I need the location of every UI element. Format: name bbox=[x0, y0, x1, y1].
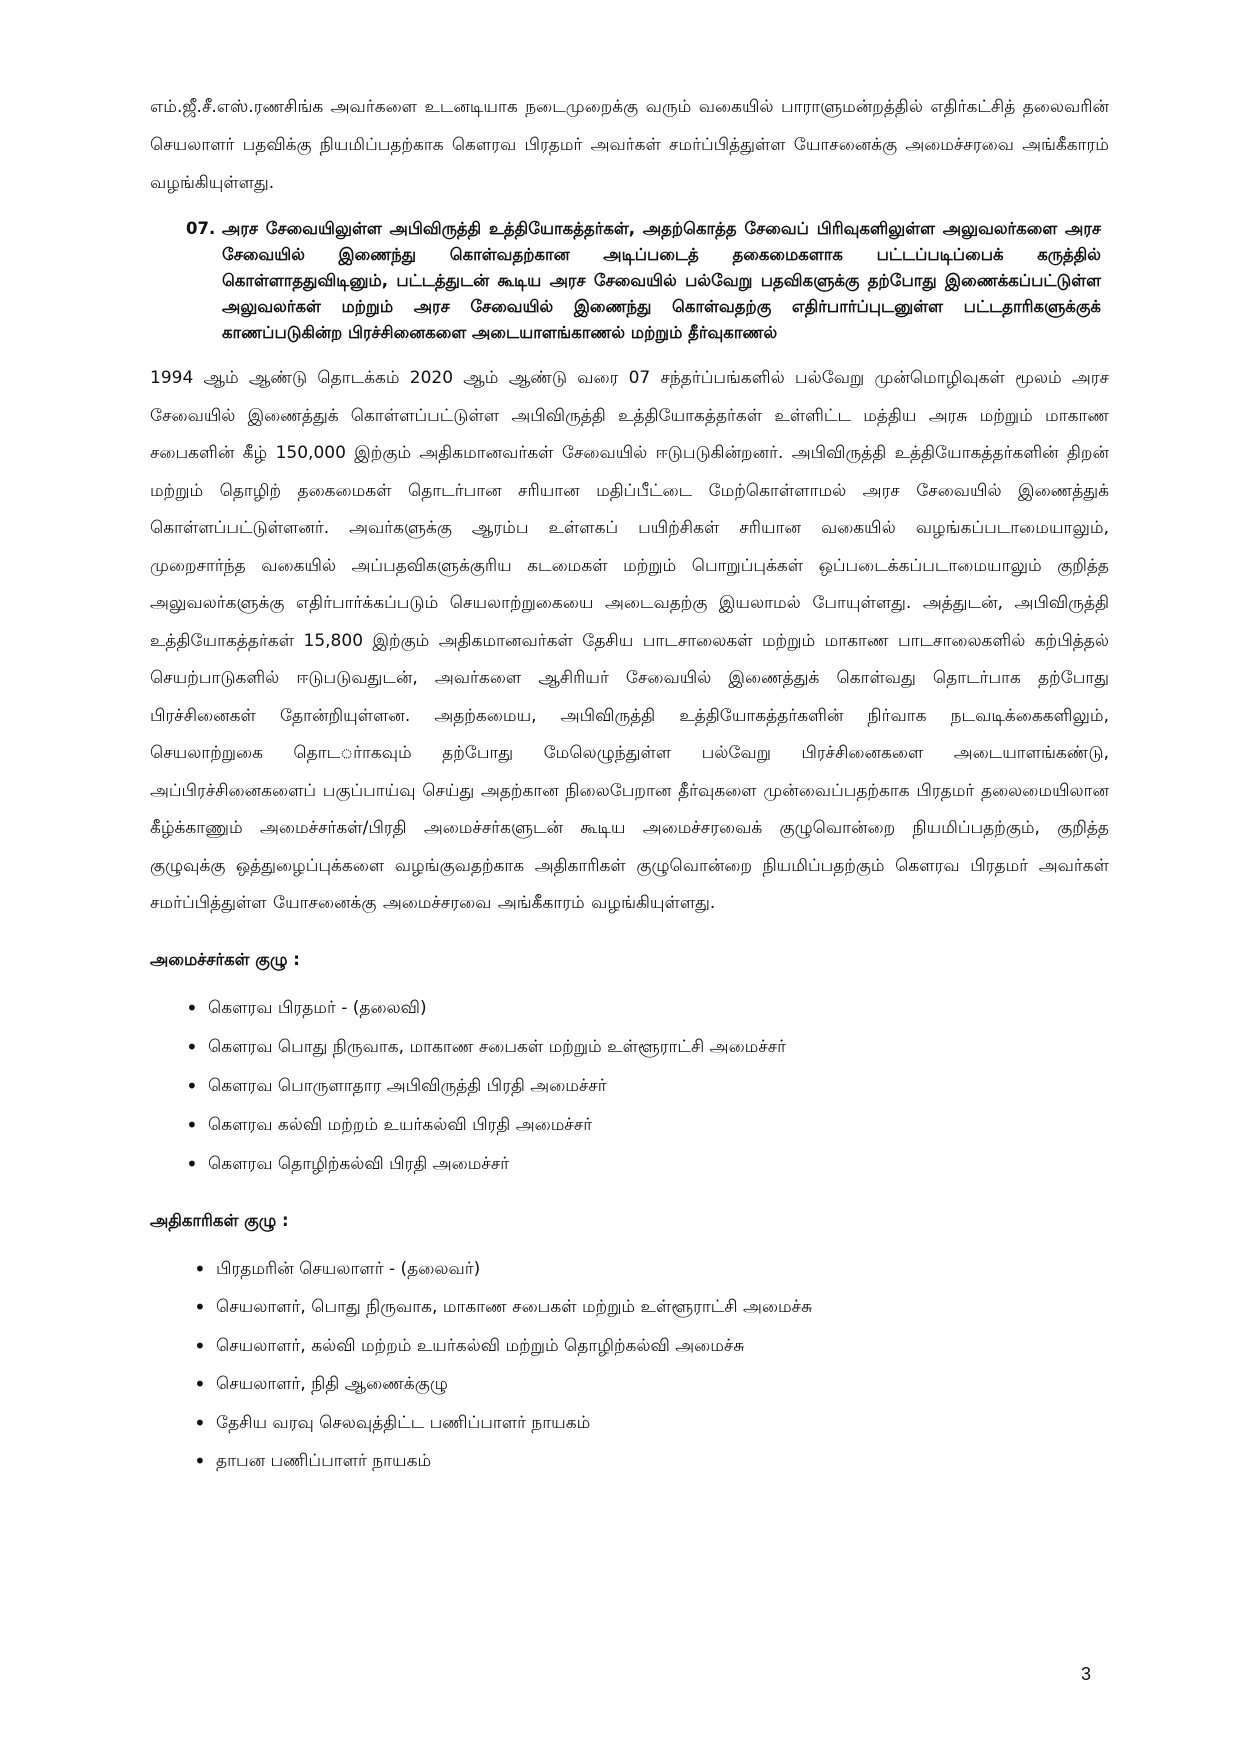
list-item: • தாபன பணிப்பாளர் நாயகம் bbox=[150, 1442, 1109, 1481]
officials-committee-title: அதிகாரிகள் குழு : bbox=[150, 1210, 289, 1230]
section-number: 07. bbox=[186, 219, 216, 238]
list-item: • கௌரவ தொழிற்கல்வி பிரதி அமைச்சர் bbox=[150, 1145, 1109, 1184]
list-item: • தேசிய வரவு செலவுத்திட்ட பணிப்பாளர் நாயகம் bbox=[150, 1404, 1109, 1443]
list-item: • கௌரவ கல்வி மற்றம் உயர்கல்வி பிரதி அமைச்சர் bbox=[150, 1106, 1109, 1145]
officials-committee-list bbox=[150, 1250, 1109, 1481]
list-item: • கௌரவ பிரதமர் - (தலைவி) bbox=[150, 989, 1109, 1028]
list-item: • கௌரவ பொது நிருவாக, மாகாண சபைகள் மற்றும் உள்ளூராட்சி அமைச்சர் bbox=[150, 1028, 1109, 1067]
section-heading bbox=[186, 216, 1109, 346]
page-number: 3 bbox=[1080, 1664, 1091, 1684]
list-item: • பிரதமரின் செயலாளர் - (தலைவர்) bbox=[150, 1250, 1109, 1289]
section-body-paragraph: 1994 ஆம் ஆண்டு தொடக்கம் 2020 ஆம் ஆண்டு வரை 07 சந்தர்ப்பங்களில் பல்வேறு முன்மொழிவுகள் மூலம் அரச சேவையில் இணைத்துக் கொள்ளப்பட்டுள்ள அபிவிருத்தி உத்தியோகத்தர்கள் உள்ளிட்ட மத்திய அரசு மற்றும் மாகாண சபைகளின் கீழ் 150,000 இற்கும் அதிகமானவர்கள் சேவையில் ஈடுபடுகின்றனர். அபிவிருத்தி உத்தியோகத்தர்களின் திறன் மற்றும் தொழிற் தகைமைகள் தொடர்பான சரியான மதிப்பீட்டை மேற்கொள்ளாமல் அரச சேவையில் இணைத்துக் கொள்ளப்பட்டுள்ளனர். அவர்களுக்கு ஆரம்ப உள்ளகப் பயிற்சிகள் சரியான வகையில் வழங்கப்படாமையாலும், முறைசார்ந்த வகையில் அப்பதவிகளுக்குரிய கடமைகள் மற்றும் பொறுப்புக்கள் ஒப்படைக்கப்படாமையாலும் குறித்த அலுவலர்களுக்கு எதிர்பார்க்கப்படும் செயலாற்றுகையை அடைவதற்கு இயலாமல் போயுள்ளது. அத்துடன், அபிவிருத்தி உத்தியோகத்தர்கள் 15,800 இற்கும் அதிகமானவர்கள் தேசிய பாடசாலைகள் மற்றும் மாகாண பாடசாலைகளில் கற்பித்தல் செயற்பாடுகளில் ஈடுபடுவதுடன், அவர்களை ஆசிரியர் சேவையில் இணைத்துக் கொள்வது தொடர்பாக தற்போது பிரச்சினைகள் தோன்றியுள்ளன. அதற்கமைய, அபிவிருத்தி உத்தியோகத்தர்களின் நிர்வாக நடவடிக்கைகளிலும், செயலாற்றுகை தொடர்ாகவும் தற்போது மேலெழுந்துள்ள பல்வேறு பிரச்சினைகளை அடையாளங்கண்டு, அப்பிரச்சினைகளைப் பகுப்பாய்வு செய்து அதற்கான நிலைபேறான தீர்வுகளை முன்வைப்பதற்காக பிரதமர் தலைமையிலான கீழ்க்காணும் அமைச்சர்கள்/பிரதி அமைச்சர்களுடன் கூடிய அமைச்சரவைக் குழுவொன்றை நியமிப்பதற்கும், குறித்த குழுவுக்கு ஒத்துழைப்புக்களை வழங்குவதற்காக அதிகாரிகள் குழுவொன்றை நியமிப்பதற்கும் கௌரவ பிரதமர் அவர்கள் சமர்ப்பித்துள்ள யோசனைக்கு அமைச்சரவை அங்கீகாரம் வழங்கியுள்ளது. bbox=[150, 368, 1109, 913]
section-heading-text: அரச சேவையிலுள்ள அபிவிருத்தி உத்தியோகத்தர்கள், அதற்கொத்த சேவைப் பிரிவுகளிலுள்ள அலுவலர்களை அரச சேவையில் இணைந்து கொள்வதற்கான அடிப்படைத் தகைமைகளாக பட்டப்படிப்பைக் கருத்தில் கொள்ளாததுவிடினும், பட்டத்துடன் கூடிய அரச சேவையில் பல்வேறு பதவிகளுக்கு தற்போது இணைக்கப்பட்டுள்ள அலுவலர்கள் மற்றும் அரச சேவையில் இணைந்து கொள்வதற்கு எதிர்பார்ப்புடனுள்ள பட்டதாரிகளுக்குக் காணப்படுகின்ற பிரச்சினைகளை அடையாளங்காணல் மற்றும் தீர்வுகாணல் bbox=[222, 219, 1101, 342]
ministers-committee-title: அமைச்சர்கள் குழு : bbox=[150, 949, 300, 969]
list-item: • செயலாளர், நிதி ஆணைக்குழு bbox=[150, 1365, 1109, 1404]
list-item: • கௌரவ பொருளாதார அபிவிருத்தி பிரதி அமைச்சர் bbox=[150, 1067, 1109, 1106]
list-item: • செயலாளர், பொது நிருவாக, மாகாண சபைகள் மற்றும் உள்ளூராட்சி அமைச்சு bbox=[150, 1288, 1109, 1327]
intro-paragraph: எம்.ஜீ.சீ.எஸ்.ரணசிங்க அவர்களை உடனடியாக நடைமுறைக்கு வரும் வகையில் பாராளுமன்றத்தில் எதிர்கட்சித் தலைவரின் செயலாளர் பதவிக்கு நியமிப்பதற்காக கௌரவ பிரதமர் அவர்கள் சமர்ப்பித்துள்ள யோசனைக்கு அமைச்சரவை அங்கீகாரம் வழங்கியுள்ளது. bbox=[150, 97, 1109, 193]
list-item: • செயலாளர், கல்வி மற்றம் உயர்கல்வி மற்றும் தொழிற்கல்வி அமைச்சு bbox=[150, 1327, 1109, 1366]
ministers-committee-list bbox=[150, 989, 1109, 1184]
